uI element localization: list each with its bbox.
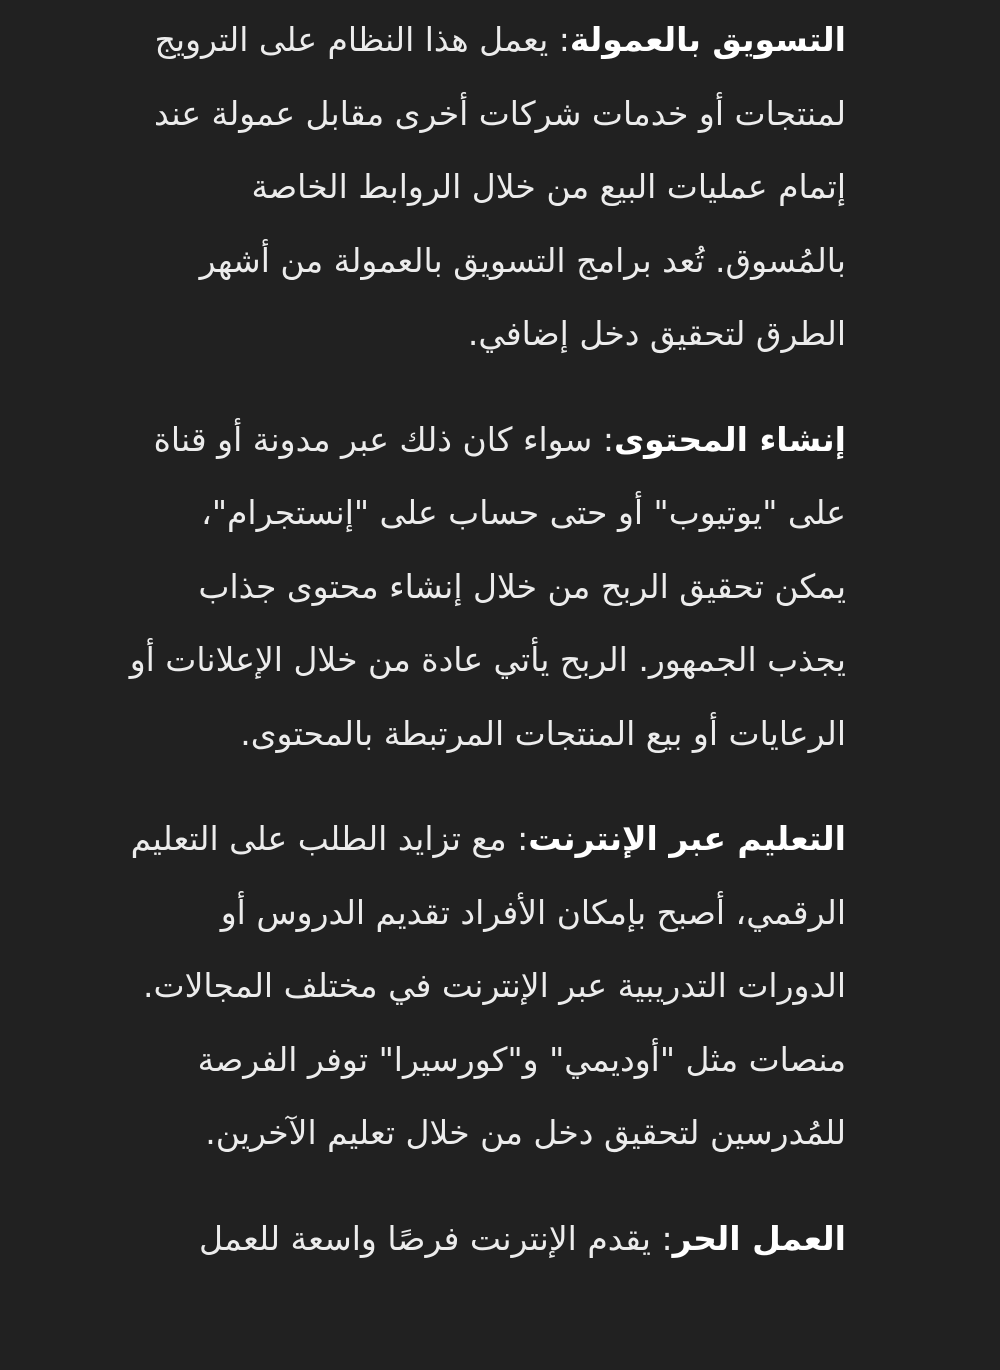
term-freelancing: العمل الحر [672, 1218, 846, 1258]
article-body [120, 0, 846, 1307]
paragraph-text: : يعمل هذا النظام على الترويج لمنتجات أو خدمات شركات أخرى مقابل عمولة عند إتمام عمليات البيع من خلال الروابط الخاصة بالمُسوق. تُعد برامج التسويق بالعمولة من أشهر الطرق لتحقيق دخل إضافي. [154, 20, 846, 353]
term-content-creation: إنشاء المحتوى [613, 419, 846, 459]
paragraph-text: : مع تزايد الطلب على التعليم الرقمي، أصبح بإمكان الأفراد تقديم الدروس أو الدورات التدريبية عبر الإنترنت في مختلف المجالات. منصات مثل "أوديمي" و"كورسيرا" توفر الفرصة للمُدرسين لتحقيق دخل من خلال تعليم الآخرين. [130, 819, 846, 1152]
paragraph-text: : يقدم الإنترنت فرصًا واسعة للعمل [199, 1218, 673, 1258]
paragraph-text: : سواء كان ذلك عبر مدونة أو قناة على "يوتيوب" أو حتى حساب على "إنستجرام"، يمكن تحقيق الربح من خلال إنشاء محتوى جذاب يجذب الجمهور. الربح يأتي عادة من خلال الإعلانات أو الرعايات أو بيع المنتجات المرتبطة بالمحتوى. [129, 419, 846, 753]
paragraph-affiliate-marketing [120, 3, 846, 371]
paragraph-freelancing [120, 1202, 846, 1276]
term-online-education: التعليم عبر الإنترنت [528, 819, 846, 858]
paragraph-content-creation [120, 403, 846, 771]
term-affiliate-marketing: التسويق بالعمولة [569, 20, 846, 59]
paragraph-online-education [120, 802, 846, 1170]
